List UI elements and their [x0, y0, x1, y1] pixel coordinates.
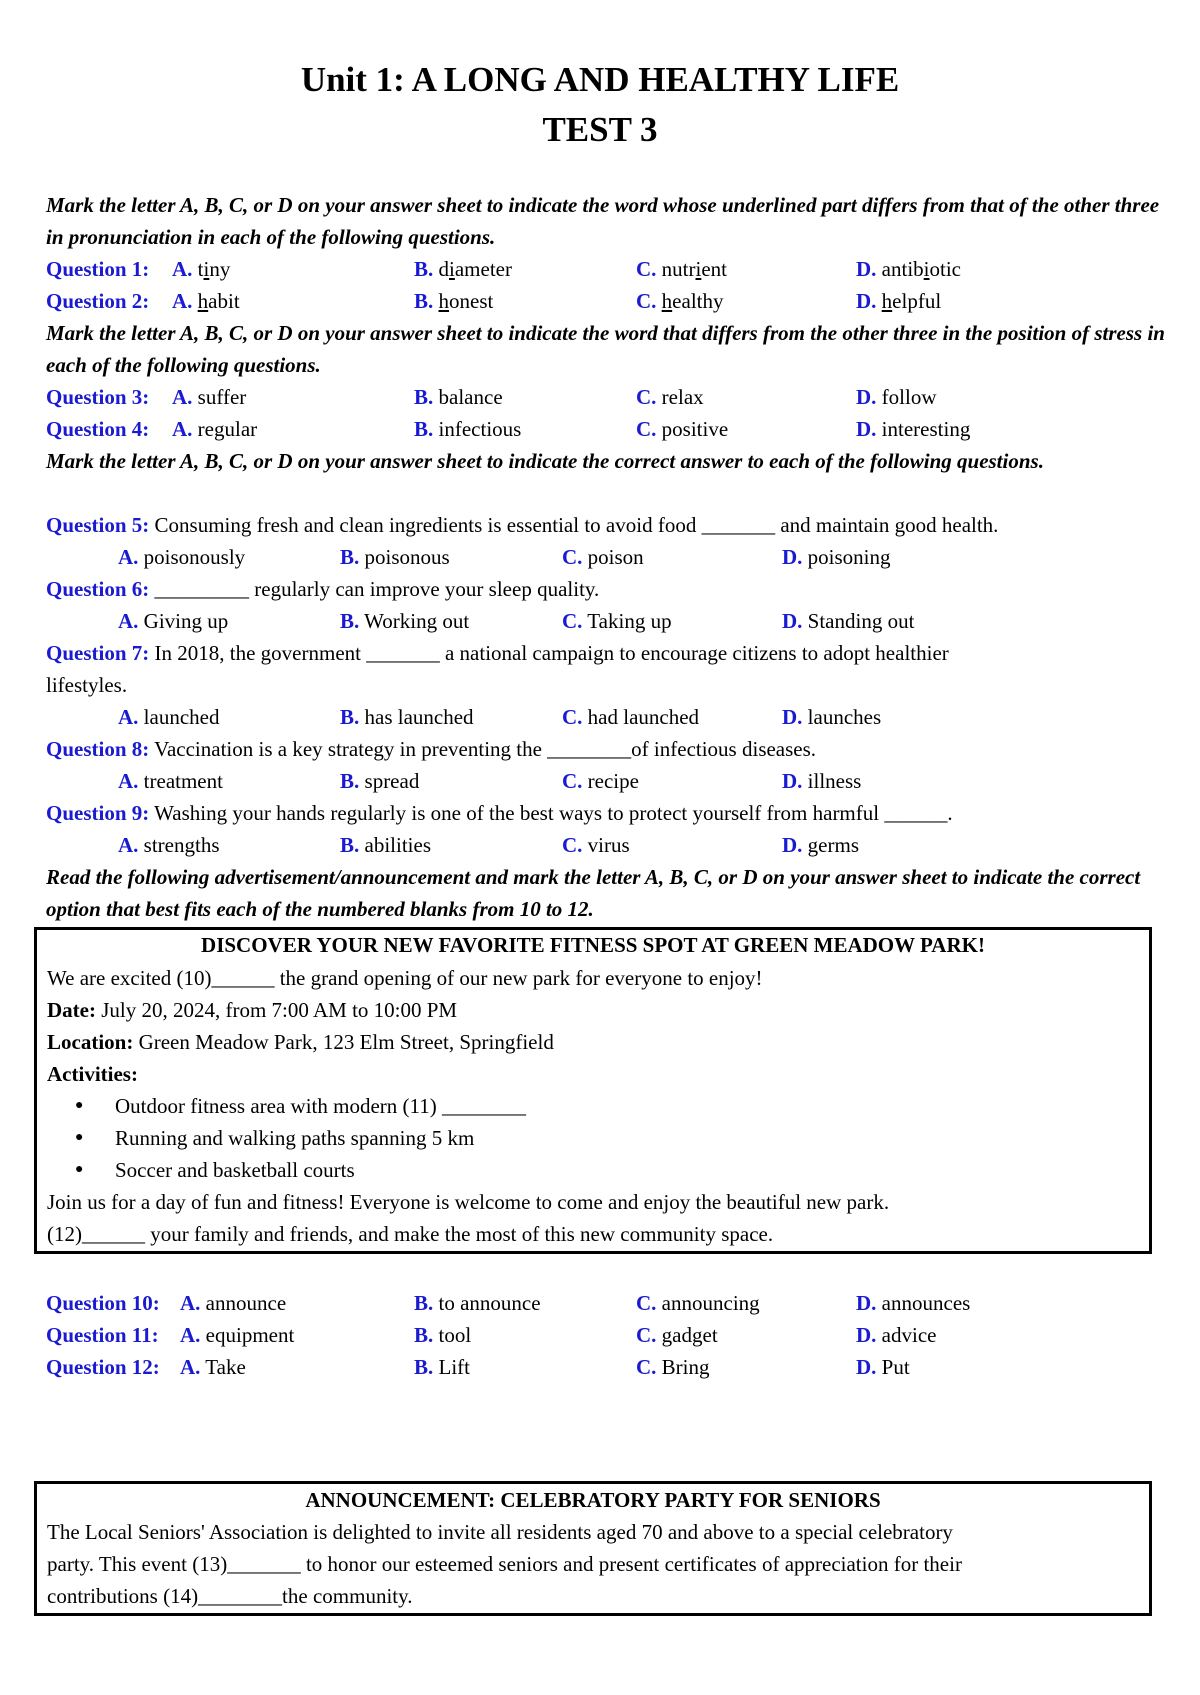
question-label: Question 5: — [46, 513, 150, 537]
instruction-pronunciation: Mark the letter A, B, C, or D on your answer sheet to indicate the word whose underlined part differs from that of the other three in pronunciation in each of the following questions. — [46, 193, 1160, 249]
option-b[interactable]: B. diameter — [414, 257, 512, 281]
option-a[interactable]: A. treatment — [118, 769, 223, 793]
option-a[interactable]: A. suffer — [172, 385, 247, 409]
option-d[interactable]: D. follow — [856, 385, 937, 409]
option-d[interactable]: D. helpful — [856, 289, 942, 313]
option-d[interactable]: D. illness — [782, 769, 862, 793]
option-d[interactable]: D. germs — [782, 833, 859, 857]
advertisement-closing-blank: (12)______ your family and friends, and make the most of this new community space. — [47, 1222, 774, 1246]
question-row — [46, 285, 1166, 317]
question-label: Question 3: — [46, 385, 150, 409]
question-label: Question 11: — [46, 1323, 159, 1347]
question-row — [46, 1351, 1166, 1383]
question-stem: Question 6: _________ regularly can improve your sleep quality. — [46, 577, 600, 601]
question-row — [46, 1287, 1166, 1319]
question-label: Question 10: — [46, 1291, 160, 1315]
instruction-reading: Read the following advertisement/announcement and mark the letter A, B, C, or D on your answer sheet to indicate the correct option that best fits each of the numbered blanks from 10 to 12. — [46, 865, 1141, 921]
list-item: ● Soccer and basketball courts — [75, 1158, 355, 1182]
option-b[interactable]: B. abilities — [340, 833, 432, 857]
option-b[interactable]: B. balance — [414, 385, 503, 409]
question-row — [46, 1319, 1166, 1351]
question-row — [46, 381, 1166, 413]
option-a[interactable]: A. Giving up — [118, 609, 229, 633]
option-c[interactable]: C. poison — [562, 545, 644, 569]
option-a[interactable]: A. equipment — [180, 1323, 295, 1347]
option-b[interactable]: B. spread — [340, 769, 420, 793]
advertisement-closing: Join us for a day of fun and fitness! Everyone is welcome to come and enjoy the beautiful new park. — [47, 1190, 890, 1214]
option-c[interactable]: C. had launched — [562, 705, 700, 729]
advertisement-title: DISCOVER YOUR NEW FAVORITE FITNESS SPOT AT GREEN MEADOW PARK! — [201, 933, 985, 957]
option-a[interactable]: A. poisonously — [118, 545, 246, 569]
list-item: ● Running and walking paths spanning 5 km — [75, 1126, 475, 1150]
question-label: Question 6: — [46, 577, 150, 601]
announcement-line: The Local Seniors' Association is delighted to invite all residents aged 70 and above to a special celebratory — [47, 1520, 953, 1544]
option-c[interactable]: C. healthy — [636, 289, 724, 313]
question-label: Question 9: — [46, 801, 150, 825]
advertisement-intro: We are excited (10)______ the grand opening of our new park for everyone to enjoy! — [47, 966, 763, 990]
option-d[interactable]: D. Standing out — [782, 609, 915, 633]
option-c[interactable]: C. relax — [636, 385, 704, 409]
option-b[interactable]: B. infectious — [414, 417, 522, 441]
question-stem: Question 5: Consuming fresh and clean ingredients is essential to avoid food _______ and maintain good health. — [46, 513, 999, 537]
option-b[interactable]: B. Lift — [414, 1355, 471, 1379]
announcement-line: contributions (14)________the community. — [47, 1584, 413, 1608]
question-label: Question 7: — [46, 641, 150, 665]
question-label: Question 8: — [46, 737, 150, 761]
advertisement-date: Date: July 20, 2024, from 7:00 AM to 10:00 PM — [47, 998, 458, 1022]
question-stem-continued: lifestyles. — [46, 673, 128, 697]
announcement-box — [34, 1481, 1152, 1616]
instruction-correct: Mark the letter A, B, C, or D on your answer sheet to indicate the correct answer to each of the following questions. — [46, 449, 1044, 473]
announcement-title: ANNOUNCEMENT: CELEBRATORY PARTY FOR SENIORS — [305, 1488, 881, 1512]
question-label: Question 12: — [46, 1355, 160, 1379]
option-a[interactable]: A. regular — [172, 417, 258, 441]
question-stem: Question 9: Washing your hands regularly is one of the best ways to protect yourself from harmful ______. — [46, 801, 953, 825]
advertisement-location: Location: Green Meadow Park, 123 Elm Street, Springfield — [47, 1030, 554, 1054]
page-subtitle: TEST 3 — [542, 110, 658, 149]
option-d[interactable]: D. interesting — [856, 417, 971, 441]
option-c[interactable]: C. recipe — [562, 769, 639, 793]
instruction-stress: Mark the letter A, B, C, or D on your answer sheet to indicate the word that differs from the other three in the position of stress in each of the following questions. — [46, 321, 1165, 377]
option-a[interactable]: A. tiny — [172, 257, 231, 281]
option-d[interactable]: D. poisoning — [782, 545, 891, 569]
option-c[interactable]: C. Taking up — [562, 609, 672, 633]
option-c[interactable]: C. announcing — [636, 1291, 760, 1315]
question-label: Question 1: — [46, 257, 150, 281]
option-a[interactable]: A. Take — [180, 1355, 246, 1379]
option-a[interactable]: A. announce — [180, 1291, 287, 1315]
option-d[interactable]: D. launches — [782, 705, 882, 729]
option-c[interactable]: C. Bring — [636, 1355, 710, 1379]
option-b[interactable]: B. Working out — [340, 609, 470, 633]
option-b[interactable]: B. has launched — [340, 705, 474, 729]
option-d[interactable]: D. antibiotic — [856, 257, 962, 281]
question-stem: Question 7: In 2018, the government _______ a national campaign to encourage citizens to adopt healthier — [46, 641, 949, 665]
option-a[interactable]: A. strengths — [118, 833, 220, 857]
option-c[interactable]: C. virus — [562, 833, 630, 857]
question-row — [46, 253, 1166, 285]
announcement-line: party. This event (13)_______ to honor our esteemed seniors and present certificates of appreciation for their — [47, 1552, 962, 1576]
option-a[interactable]: A. launched — [118, 705, 220, 729]
option-d[interactable]: D. advice — [856, 1323, 937, 1347]
option-a[interactable]: A. habit — [172, 289, 240, 313]
option-d[interactable]: D. announces — [856, 1291, 971, 1315]
advertisement-activities-label: Activities: — [47, 1062, 138, 1086]
question-label: Question 4: — [46, 417, 150, 441]
option-d[interactable]: D. Put — [856, 1355, 910, 1379]
question-stem: Question 8: Vaccination is a key strategy in preventing the ________of infectious diseases. — [46, 737, 817, 761]
option-c[interactable]: C. gadget — [636, 1323, 718, 1347]
option-b[interactable]: B. tool — [414, 1323, 472, 1347]
advertisement-box — [34, 927, 1152, 1254]
option-b[interactable]: B. poisonous — [340, 545, 450, 569]
question-row — [46, 413, 1166, 445]
list-item: ● Outdoor fitness area with modern (11) ________ — [75, 1094, 526, 1118]
option-c[interactable]: C. positive — [636, 417, 729, 441]
option-b[interactable]: B. to announce — [414, 1291, 541, 1315]
option-c[interactable]: C. nutrient — [636, 257, 727, 281]
option-b[interactable]: B. honest — [414, 289, 494, 313]
question-label: Question 2: — [46, 289, 150, 313]
page-title: Unit 1: A LONG AND HEALTHY LIFE — [300, 60, 900, 99]
